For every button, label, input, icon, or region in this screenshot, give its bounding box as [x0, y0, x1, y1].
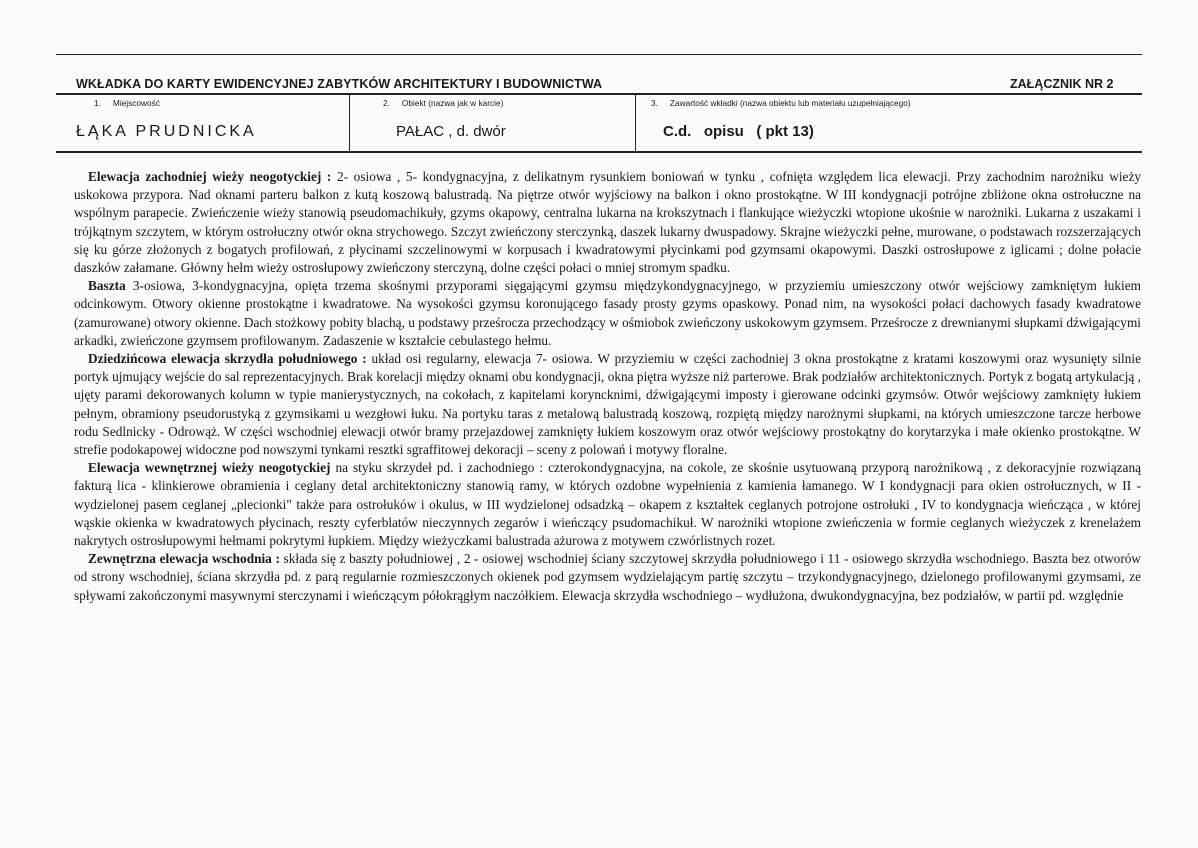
paragraph-text: układ osi regularny, elewacja 7- osiowa. W przyziemiu w części zachodniej 3 okna prostokątne z kratami koszowymi oraz wysunięty silnie portyk ujmujący wejście do sal reprezentacyjnych. Brak korelacji między oknami obu kondygnacji, okna piętra wyższe niż parterowe. Brak podziałów architektonicznych. Portyk z bogatą artykulacją , ujęty parami dekorowanych kolumn w typie manierystycznych, na cokołach, z kapitelami koryncknimi, dźwigającymi imposty i gierowane odcinki gzymsów. Otwór wejściowy zamknięty łukiem pełnym, obramiony pseudorustyką z gzymsikami u wezgłowi łuku. Na portyku taras z metalową balustradą koszową, rozpiętą między narożnymi słupkami, na których umieszczone tarcze herbowe rodu Sedlnicky - Odrowąż. W części wschodniej elewacji otwór bramy przejazdowej zamknięty łukiem koszowym oraz otwór wejściowy prostokątny do korytarzyka i małe okienko prostokątne. W strefie podokapowej widoczne pod nowszymi tynkami resztki sgraffitowej dekoracji – sceny z polowań i motywy floralne.	[74, 351, 1141, 458]
field-label: Miejscowość	[112, 98, 160, 108]
description-body	[74, 168, 1141, 605]
paragraph-inner-tower	[74, 459, 1141, 550]
paragraph-heading: Zewnętrzna elewacja wschodnia :	[88, 551, 280, 567]
field-label: Obiekt (nazwa jak w karcie)	[401, 98, 504, 108]
paragraph-heading: Dziedzińcowa elewacja skrzydła południowego :	[88, 351, 367, 367]
paragraph-courtyard-south-wing	[74, 350, 1141, 459]
field-number: 2.	[383, 98, 390, 108]
field-label-object	[383, 98, 503, 108]
field-rule	[56, 151, 1142, 153]
field-label-place	[94, 98, 160, 108]
paragraph-text: na styku skrzydeł pd. i zachodniego : czterokondygnacyjna, na cokole, ze skośnie usytuowaną przyporą narożnikową , z dekoracyjnie rozwiązaną fakturą lica - klinkierowe obramienia i ceglany detal architektoniczny stanowią ramy, w których ozdobne wypełnienia z kamienia łamanego. W I kondygnacji para okien ostrołucznych, w II - wydzielonej pasem ceglanej „plecionki" także para ostrołuków i okulus, w III wydzielonej odsadzką – okapem z kształtek ceglanych potrojone ostrołuki , IV to kondygnacja wieńcząca , w której wąskie okienka w kwadratowych płycinach, reszty cyferblatów nieczynnych zegarów i wieńczący psudomachikuł. W narożniki wtopione zwieńczenia w formie ceglanych wieżyczek z krenelażem nakrytych ostrosłupowymi hełmami pokrytymi łupkiem. Między wieżyczkami balustrada ażurowa z motywem czwórlistnych rozet.	[74, 460, 1141, 549]
paragraph-heading: Baszta	[88, 278, 126, 294]
form-title: WKŁADKA DO KARTY EWIDENCYJNEJ ZABYTKÓW ARCHITEKTURY I BUDOWNICTWA	[76, 77, 603, 91]
paragraph-west-tower	[74, 168, 1141, 277]
annex-number: ZAŁĄCZNIK NR 2	[1010, 77, 1114, 91]
paragraph-heading: Elewacja zachodniej wieży neogotyckiej :	[88, 169, 332, 184]
field-number: 3.	[651, 98, 658, 108]
object-value: PAŁAC , d. dwór	[396, 123, 506, 140]
paragraph-east-elevation	[74, 550, 1141, 605]
paragraph-text: składa się z baszty południowej , 2 - osiowej wschodniej ściany szczytowej skrzydła południowego i 11 - osiowego skrzydła wschodniego. Baszta bez otworów od strony wschodniej, ściana skrzydła pd. z parą regularnie rozmieszczonych okienek pod gzymsem wydzielającym partię szczytu – trzykondygnacyjnego, dzielonego profilowanymi gzymsami, ze spływami zakończonymi masywnymi sterczynami i wieńczącym półokrągłym naczółkiem. Elewacja skrzydła wschodniego – wydłużona, dwukondygnacyjna, bez podziałów, w partii pd. względnie	[74, 551, 1141, 603]
top-rule	[56, 54, 1142, 55]
place-value: ŁĄKA PRUDNICKA	[76, 123, 257, 140]
paragraph-bastion	[74, 277, 1141, 350]
field-label: Zawartość wkładki (nazwa obiektu lub materiału uzupełniającego)	[669, 98, 911, 108]
paragraph-text: 3-osiowa, 3-kondygnacyjna, opięta trzema skośnymi przyporami sięgającymi gzymsu międzykondygnacyjnego, w przyziemiu umieszczony otwór wejściowy zamkniętym łukiem odcinkowym. Otwory okienne prostokątne i kwadratowe. Na wysokości gzymsu koronującego fasady prosty gzyms opaskowy. Ponad nim, na wysokości połaci dachowych fasady kwadratowe (zamurowane) otwory okienne. Dach stożkowy pobity blachą, u podstawy prześrocza przechodzący w ośmiobok zwieńczony uskokowym gzymsem. Prześrocze z drewnianymi słupkami dźwigającymi arkadki, zwieńczone gzymsem profilowanym. Zadaszenie w kształcie cebulastego hełmu.	[74, 278, 1141, 348]
content-value: C.d. opisu ( pkt 13)	[663, 123, 814, 140]
paragraph-heading: Elewacja wewnętrznej wieży neogotyckiej	[88, 460, 331, 476]
paragraph-text: 2- osiowa , 5- kondygnacyjna, z delikatnym rysunkiem boniowań w tynku , cofnięta względem lica elewacji. Przy zachodnim narożniku wieży uskokowa przypora. Nad oknami parteru balkon z kutą koszową balustradą. Na piętrze otwór wyjściowy na balkon i okno prostokątne. W III kondygnacji potrójne zbliżone okna ostrołuczne na wspólnym parapecie. Zwieńczenie wieży stanowią pseudomachikuły, gzyms okapowy, centralna lukarna na krokszytnach i flankujące wieżyczki wtopione ukośnie w narożniki. Lukarna z uszakami i trójkątnym szczytem, w którym ostrołuczny otwór okna strychowego. Szczyt zwieńczony sterczynką, daszek lukarny dwuspadowy. Skrajne wieżyczki pełne, murowane, o podstawach rozszerzających się ku górze złożonych z bogatych profilowań, z płycinami szczelinowymi w korpusach i kwadratowymi płycinkami pod gzymsami okapowymi. Daszki ostrosłupowe z iglicami ; dolne połacie daszków załamane. Główny hełm wieży ostrosłupowy zwieńczony sterczyną, dolne części połaci o mniej stromym spadku.	[74, 169, 1142, 276]
header-rule	[56, 93, 1142, 95]
field-label-content	[651, 98, 911, 108]
column-divider-2	[635, 94, 636, 152]
field-number: 1.	[94, 98, 101, 108]
column-divider-1	[349, 94, 350, 152]
